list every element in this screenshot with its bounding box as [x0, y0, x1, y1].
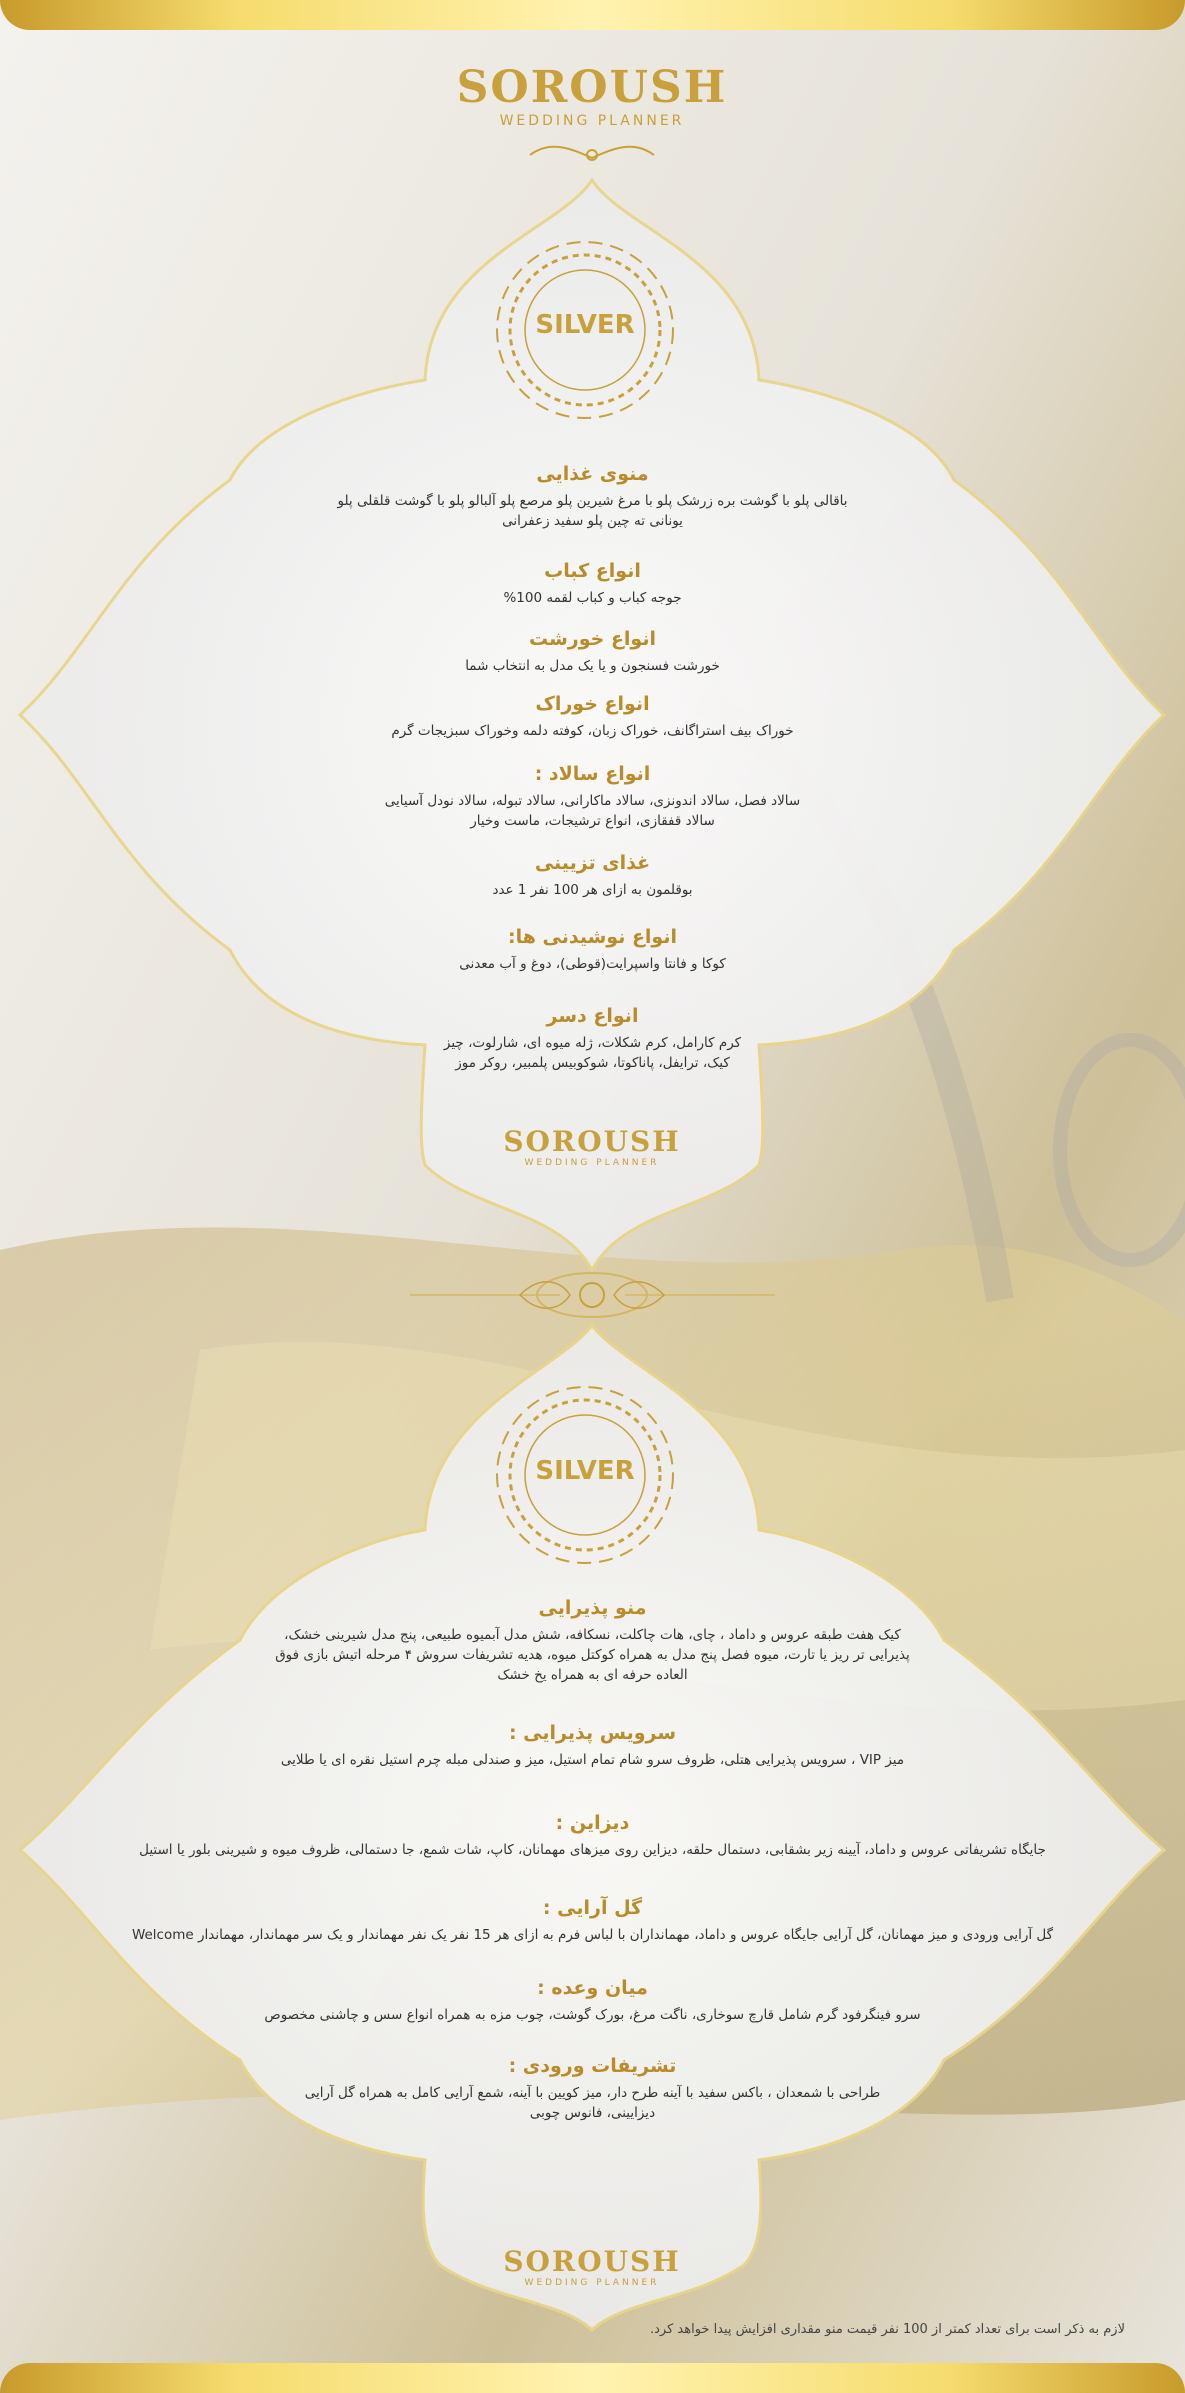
section-line: دیزایینی، فانوس چوبی [529, 2105, 656, 2121]
section-line: سرو فینگرفود گرم شامل قارچ سوخاری، ناگت مرغ، بورک گوشت، چوب مزه به همراه انواع سس و چاشنی مخصوص [264, 2007, 921, 2023]
section-line: جوجه کباب و کباب لقمه 100% [503, 590, 682, 606]
footer-note: لازم به ذکر است برای تعداد کمتر از 100 نفر قیمت منو مقداری افزایش پیدا خواهد کرد. [649, 2322, 1125, 2337]
section-title: دیزاین : [555, 1812, 630, 1834]
logo-tagline-text: WEDDING PLANNER [499, 113, 685, 129]
food-menu-section [0, 1005, 1185, 1073]
service-menu-section [0, 2055, 1185, 2123]
section-title: میان وعده : [537, 1977, 648, 1999]
section-line: پذیرایی تر ریز یا تارت، میوه فصل پنج مدل به همراه کوکتل میوه، هدیه تشریفات سروش ۴ مرحله اتیش بازی فوق [275, 1647, 910, 1663]
section-title: تشریفات ورودی : [508, 2055, 677, 2077]
silver-badge-label: SILVER [535, 1456, 635, 1486]
silver-badge-label: SILVER [535, 310, 635, 340]
section-line: سالاد فصل، سالاد اندونزی، سالاد ماکارانی، سالاد تبوله، سالاد نودل آسیایی [384, 793, 801, 809]
logo-brand-text: SOROUSH [456, 62, 728, 113]
top-gold-band [0, 0, 1185, 30]
food-menu-section [0, 560, 1185, 608]
food-menu-section [0, 763, 1185, 831]
section-line: میز VIP ، سرویس پذیرایی هتلی، ظروف سرو شام تمام استیل، میز و صندلی مبله چرم استیل نقره ای یا طلایی [280, 1752, 905, 1768]
food-menu-section [0, 628, 1185, 676]
section-line: جایگاه تشریفاتی عروس و داماد، آیینه زیر بشقابی، دستمال حلقه، دیزاین روی میزهای مهمانان، کاپ، شات شمع، جا دستمالی، ظروف میوه و شیرینی بلور یا استیل [139, 1842, 1046, 1858]
food-menu-section [0, 926, 1185, 974]
section-title: انواع نوشیدنی ها: [507, 926, 677, 948]
section-line: گل آرایی ورودی و میز مهمانان، گل آرایی جایگاه عروس و داماد، مهمانداران با لباس فرم به ازای هر 15 نفر یک نفر مهماندار و یک سر مهماندار، مهماندار Welcome [131, 1927, 1054, 1943]
section-line: خورشت فسنجون و یا یک مدل به انتخاب شما [465, 658, 720, 674]
logo-tagline-text: WEDDING PLANNER [524, 2278, 660, 2288]
service-menu-section [0, 1977, 1185, 2025]
section-line: یونانی ته چین پلو سفید زعفرانی [502, 513, 683, 529]
section-title: انواع دسر [546, 1005, 639, 1027]
food-menu-section [0, 852, 1185, 900]
logo-tagline-text: WEDDING PLANNER [524, 1158, 660, 1168]
section-title: گل آرایی : [542, 1897, 643, 1919]
section-line: بوقلمون به ازای هر 100 نفر 1 عدد [492, 882, 693, 898]
logo-panel-1 [492, 1125, 692, 1168]
section-title: انواع خوراک [535, 693, 650, 715]
section-line: طراحی با شمعدان ، باکس سفید با آینه طرح دار، میز کویین با آینه، شمع آرایی کامل به همراه گل آرایی [304, 2085, 881, 2101]
logo-header [442, 62, 742, 129]
logo-panel-2 [492, 2245, 692, 2288]
service-menu-section [0, 1722, 1185, 1770]
logo-brand-text: SOROUSH [503, 2245, 681, 2278]
section-line: کرم کارامل، کرم شکلات، ژله میوه ای، شارلوت، چیز [443, 1035, 742, 1051]
section-line: کیک هفت طبقه عروس و داماد ، چای، هات چاکلت، نسکافه، شش مدل آبمیوه طبیعی، پنج مدل شیرینی خشک، [284, 1627, 901, 1643]
section-line: العاده حرفه ای به همراه یخ خشک [497, 1667, 688, 1683]
logo-brand-text: SOROUSH [503, 1125, 681, 1158]
silver-badge-2 [485, 1456, 685, 1496]
section-title: منو پذیرایی [538, 1597, 647, 1619]
section-title: منوی غذایی [536, 463, 649, 485]
section-title: انواع خورشت [528, 628, 656, 650]
silver-badge-1 [485, 310, 685, 350]
section-line: خوراک بیف استراگانف، خوراک زبان، کوفته دلمه وخوراک سبزیجات گرم [391, 723, 794, 739]
bottom-gold-band [0, 2363, 1185, 2393]
section-line: کوکا و فانتا واسپرایت(قوطی)، دوغ و آب معدنی [459, 956, 726, 972]
section-title: غذای تزیینی [534, 852, 651, 874]
section-title: سرویس پذیرایی : [508, 1722, 677, 1744]
section-line: سالاد قفقازی، انواع ترشیجات، ماست وخیار [470, 813, 715, 829]
food-menu-section [0, 693, 1185, 741]
service-menu-section [0, 1897, 1185, 1945]
section-title: انواع سالاد : [534, 763, 651, 785]
food-menu-section [0, 463, 1185, 531]
section-line: کیک، ترایفل، پاناکوتا، شوکوبیس پلمبیر، روکر موز [455, 1055, 730, 1071]
service-menu-section [0, 1812, 1185, 1860]
section-line: باقالی پلو با گوشت بره زرشک پلو با مرغ شیرین پلو مرصع پلو آلبالو پلو با گوشت قلقلی پلو [337, 493, 848, 509]
section-title: انواع کباب [544, 560, 641, 582]
service-menu-section [0, 1597, 1185, 1685]
